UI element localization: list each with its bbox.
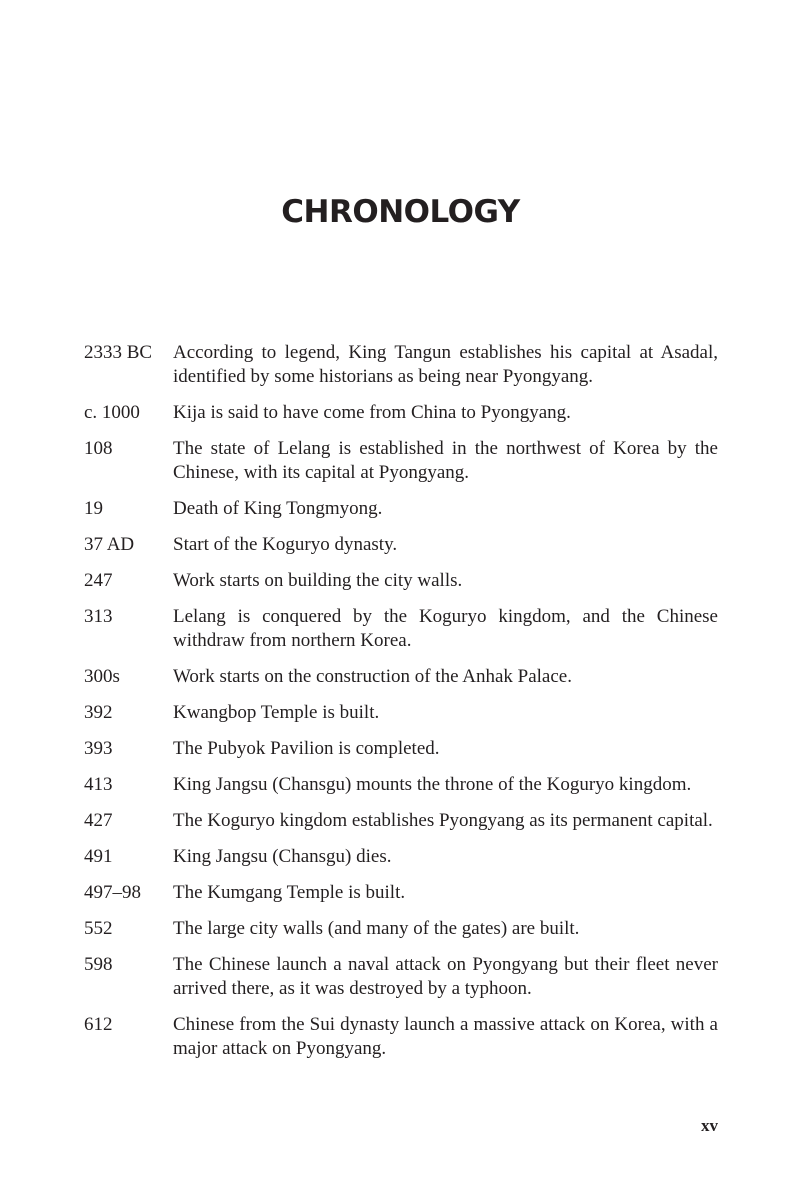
entry-text: Work starts on the construction of the Anhak Palace. [173,666,572,687]
entry-date: 300s [84,666,120,687]
entry-text: Chinese from the Sui dynasty launch a massive attack on Korea, with a major attack on Pyongyang. [173,1014,718,1059]
entry-date: 612 [84,1014,113,1035]
entry-date: 491 [84,846,113,867]
page-title: CHRONOLOGY [281,194,520,230]
chronology-entry [84,845,718,869]
entry-date: 19 [84,498,103,519]
chronology-entry [84,569,718,593]
chronology-entry [84,665,718,689]
chronology-entry [84,881,718,905]
entry-text: The state of Lelang is established in the northwest of Korea by the Chinese, with its capital at Pyongyang. [173,438,718,483]
entry-date: 37 AD [84,534,135,555]
entry-text: King Jangsu (Chansgu) dies. [173,846,392,867]
chronology-list [84,341,718,1073]
entry-text: Work starts on building the city walls. [173,570,463,591]
page-number: xv [701,1116,718,1135]
chronology-entry [84,953,718,1001]
entry-text: Lelang is conquered by the Koguryo kingdom, and the Chinese withdraw from northern Korea. [173,606,718,651]
chronology-entry [84,701,718,725]
chronology-entry [84,341,718,389]
entry-text: King Jangsu (Chansgu) mounts the throne of the Koguryo kingdom. [173,774,692,795]
entry-text: The Chinese launch a naval attack on Pyongyang but their fleet never arrived there, as it was destroyed by a typhoon. [173,954,718,999]
entry-date: 497–98 [84,882,141,903]
entry-text: The large city walls (and many of the gates) are built. [173,918,580,939]
entry-date: 552 [84,918,113,939]
entry-date: 313 [84,606,113,627]
entry-date: 413 [84,774,113,795]
entry-date: 392 [84,702,113,723]
entry-text: The Kumgang Temple is built. [173,882,406,903]
chronology-entry [84,605,718,653]
chronology-entry [84,809,718,833]
entry-date: 2333 BC [84,342,153,363]
entry-text: Kwangbop Temple is built. [173,702,380,723]
chronology-entry [84,917,718,941]
chronology-entry [84,773,718,797]
entry-text: Kija is said to have come from China to Pyongyang. [173,402,571,423]
chronology-entry [84,737,718,761]
chronology-entry [84,497,718,521]
entry-text: Death of King Tongmyong. [173,498,383,519]
entry-text: The Koguryo kingdom establishes Pyongyang as its permanent capital. [173,810,713,831]
entry-text: According to legend, King Tangun establishes his capital at Asadal, identified by some historians as being near Pyongyang. [173,342,718,387]
chronology-entry [84,437,718,485]
entry-date: 598 [84,954,113,975]
chronology-entry [84,533,718,557]
entry-date: 393 [84,738,113,759]
entry-date: c. 1000 [84,402,140,423]
chronology-entry [84,401,718,425]
entry-text: Start of the Koguryo dynasty. [173,534,398,555]
chronology-entry [84,1013,718,1061]
entry-date: 108 [84,438,113,459]
entry-date: 247 [84,570,113,591]
entry-text: The Pubyok Pavilion is completed. [173,738,440,759]
entry-date: 427 [84,810,113,831]
